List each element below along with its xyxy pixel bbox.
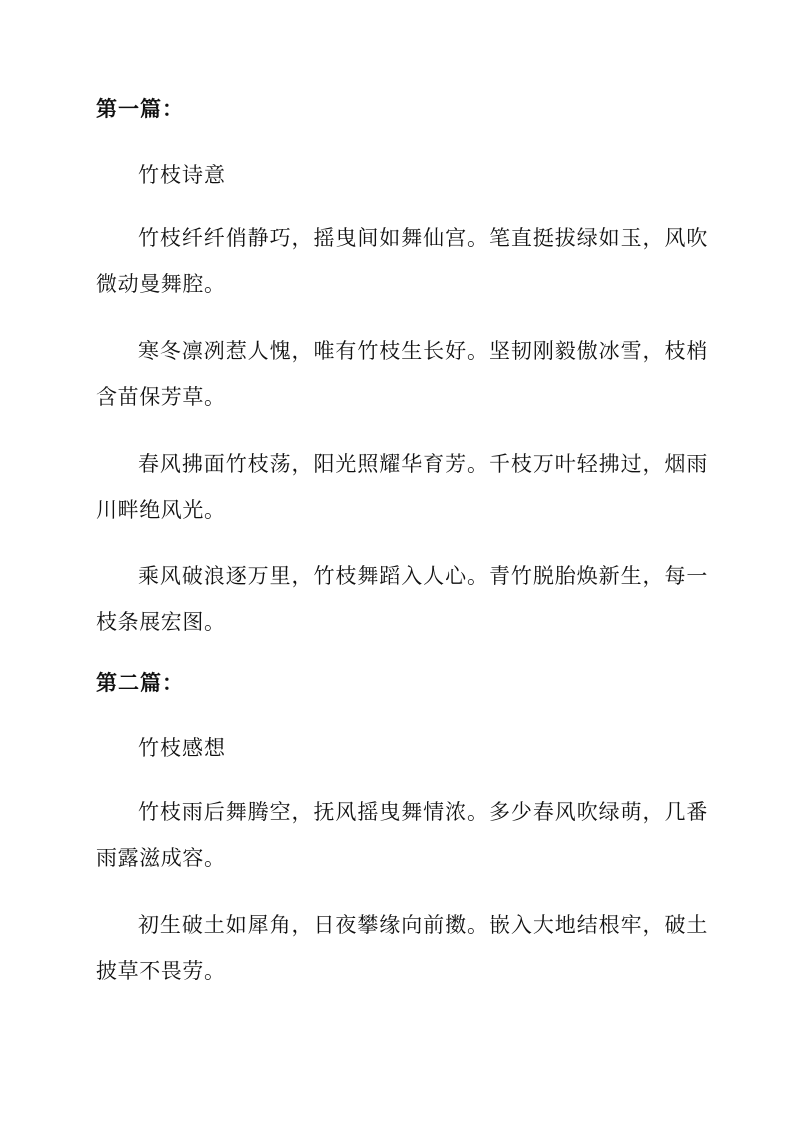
section-2-subtitle: 竹枝感想 (138, 736, 226, 760)
section-1-subtitle: 竹枝诗意 (138, 163, 226, 187)
section-1-heading: 第一篇： (96, 96, 184, 121)
section-2-heading: 第二篇： (96, 670, 184, 695)
section-1-paragraph-4: 乘风破浪逐万里，竹枝舞蹈入人心。青竹脱胎焕新生，每一枝条展宏图。 (96, 564, 708, 634)
section-2-paragraph-2: 初生破土如犀角，日夜攀缘向前擞。嵌入大地结根牢，破土披草不畏劳。 (96, 913, 708, 983)
section-1-paragraph-3: 春风拂面竹枝荡，阳光照耀华育芳。千枝万叶轻拂过，烟雨川畔绝风光。 (96, 452, 708, 522)
section-2-paragraph-1: 竹枝雨后舞腾空，抚风摇曳舞情浓。多少春风吹绿萌，几番雨露滋成容。 (96, 800, 708, 870)
section-1-paragraph-1: 竹枝纤纤俏静巧，摇曳间如舞仙宫。笔直挺拔绿如玉，风吹微动曼舞腔。 (96, 226, 708, 296)
section-1-paragraph-2: 寒冬凛冽惹人愧，唯有竹枝生长好。坚韧刚毅傲冰雪，枝梢含苗保芳草。 (96, 339, 708, 409)
